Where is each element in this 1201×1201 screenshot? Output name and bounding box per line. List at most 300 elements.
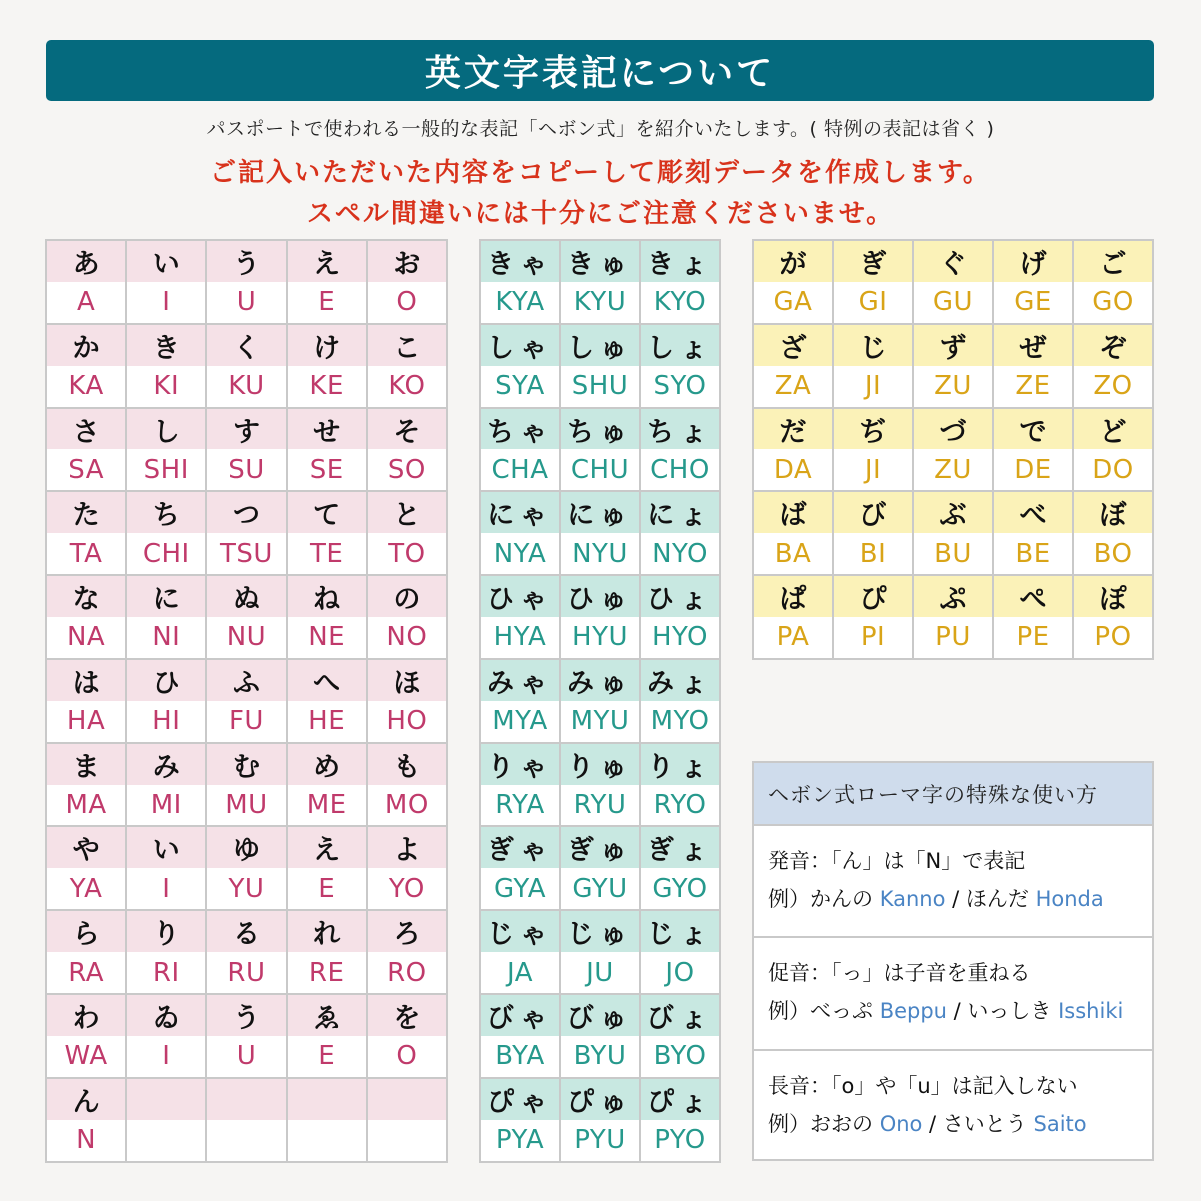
romaji-cell: SHI [126, 449, 206, 491]
kana-cell: も [367, 743, 447, 785]
romaji-cell [367, 1120, 447, 1162]
romaji-row [480, 952, 720, 994]
kana-cell: しゅ [560, 324, 640, 366]
kana-cell: りょ [640, 743, 720, 785]
example-romaji: Isshiki [1058, 999, 1124, 1024]
romaji-cell: HYA [480, 617, 560, 659]
romaji-cell: RA [46, 952, 126, 994]
kana-cell: ひゅ [560, 575, 640, 617]
romaji-cell: JI [833, 449, 913, 491]
romaji-cell: CHA [480, 449, 560, 491]
example-romaji: Ono [879, 1111, 923, 1136]
kana-cell: ぢ [833, 408, 913, 450]
romaji-cell: TE [287, 533, 367, 575]
romaji-row [753, 533, 1153, 575]
romaji-cell: NYU [560, 533, 640, 575]
kana-cell: べ [993, 491, 1073, 533]
kana-cell [367, 1078, 447, 1120]
romaji-cell: FU [206, 701, 286, 743]
romaji-row [46, 1036, 447, 1078]
kana-cell: げ [993, 240, 1073, 282]
romaji-cell: I [126, 1036, 206, 1078]
kana-row [46, 408, 447, 450]
kana-row [46, 743, 447, 785]
kana-row [480, 408, 720, 450]
kana-cell: け [287, 324, 367, 366]
kana-cell: ぎゅ [560, 826, 640, 868]
romaji-cell: PO [1073, 617, 1153, 659]
kana-cell: し [126, 408, 206, 450]
kana-cell: せ [287, 408, 367, 450]
romaji-cell: HE [287, 701, 367, 743]
kana-cell: ば [753, 491, 833, 533]
kana-cell: びょ [640, 994, 720, 1036]
example-romaji: Honda [1035, 887, 1104, 911]
kana-cell: にゃ [480, 491, 560, 533]
kana-cell: え [287, 240, 367, 282]
kana-cell: す [206, 408, 286, 450]
romaji-row [46, 868, 447, 910]
kana-row [480, 994, 720, 1036]
romaji-cell: YA [46, 868, 126, 910]
romaji-cell: CHU [560, 449, 640, 491]
romaji-cell: BA [753, 533, 833, 575]
kana-cell: か [46, 324, 126, 366]
kana-cell: に [126, 575, 206, 617]
romaji-cell: E [287, 868, 367, 910]
romaji-cell: KYO [640, 282, 720, 324]
kana-cell: りゃ [480, 743, 560, 785]
kana-cell: て [287, 491, 367, 533]
romaji-cell: I [126, 868, 206, 910]
romaji-cell: KYA [480, 282, 560, 324]
romaji-cell: RI [126, 952, 206, 994]
kana-cell: ち [126, 491, 206, 533]
rule-item-chouon [754, 1049, 1152, 1161]
kana-cell: ちゅ [560, 408, 640, 450]
kana-row [480, 324, 720, 366]
kana-row [480, 575, 720, 617]
kana-cell: を [367, 994, 447, 1036]
kana-cell: ほ [367, 659, 447, 701]
kana-cell: ぎゃ [480, 826, 560, 868]
example-kana: べっぷ [810, 999, 873, 1024]
rule-text: 長音：「o」や「u」は記入しない [768, 1073, 1078, 1098]
kana-cell: さ [46, 408, 126, 450]
kana-cell: ちゃ [480, 408, 560, 450]
romaji-cell: PU [913, 617, 993, 659]
kana-cell: しゃ [480, 324, 560, 366]
kana-cell: ね [287, 575, 367, 617]
kana-row [46, 910, 447, 952]
romaji-cell: BI [833, 533, 913, 575]
kana-cell: ゐ [126, 994, 206, 1036]
romaji-row [46, 282, 447, 324]
romaji-cell: RYU [560, 785, 640, 827]
romaji-cell: RE [287, 952, 367, 994]
romaji-cell: KE [287, 366, 367, 408]
romaji-cell: YU [206, 868, 286, 910]
romaji-cell: BE [993, 533, 1073, 575]
romaji-cell: RYA [480, 785, 560, 827]
example-separator: / [922, 1111, 943, 1136]
romaji-cell: PYO [640, 1120, 720, 1162]
romaji-row [480, 366, 720, 408]
kana-cell: みゃ [480, 659, 560, 701]
example-kana: いっしき [967, 999, 1052, 1024]
kana-cell: ぬ [206, 575, 286, 617]
romaji-cell: HYO [640, 617, 720, 659]
romaji-cell: BU [913, 533, 993, 575]
romaji-cell: JU [560, 952, 640, 994]
example-kana: さいとう [942, 1111, 1027, 1136]
romaji-row [480, 1036, 720, 1078]
romaji-cell: TSU [206, 533, 286, 575]
kana-cell: み [126, 743, 206, 785]
kana-cell: の [367, 575, 447, 617]
romaji-cell: SHU [560, 366, 640, 408]
romaji-cell: RU [206, 952, 286, 994]
kana-row [753, 324, 1153, 366]
kana-cell: こ [367, 324, 447, 366]
kana-cell: ゆ [206, 826, 286, 868]
kana-cell: ぎ [833, 240, 913, 282]
example-prefix: 例） [768, 887, 810, 911]
kana-cell: ぶ [913, 491, 993, 533]
romaji-cell: KYU [560, 282, 640, 324]
kana-cell: きょ [640, 240, 720, 282]
kana-row [480, 826, 720, 868]
romaji-cell: JA [480, 952, 560, 994]
kana-row [753, 575, 1153, 617]
romaji-cell [287, 1120, 367, 1162]
warning-line-1: ご記入いただいた内容をコピーして彫刻データを作成します。 [210, 158, 991, 188]
kana-cell: う [206, 994, 286, 1036]
romaji-row [46, 785, 447, 827]
kana-row [753, 408, 1153, 450]
kana-cell: ふ [206, 659, 286, 701]
romaji-cell: GA [753, 282, 833, 324]
kana-cell: が [753, 240, 833, 282]
romaji-cell: GU [913, 282, 993, 324]
romaji-row [480, 785, 720, 827]
kana-cell: き [126, 324, 206, 366]
romaji-cell: CHO [640, 449, 720, 491]
romaji-row [46, 533, 447, 575]
romaji-cell: ZU [913, 366, 993, 408]
rule-example [768, 1105, 1152, 1143]
romaji-cell: PYU [560, 1120, 640, 1162]
kana-row [753, 240, 1153, 282]
kana-cell: じょ [640, 910, 720, 952]
romaji-cell: HYU [560, 617, 640, 659]
seion-table [45, 239, 448, 1163]
romaji-cell: CHI [126, 533, 206, 575]
kana-cell: む [206, 743, 286, 785]
kana-cell [287, 1078, 367, 1120]
romaji-cell: HA [46, 701, 126, 743]
romaji-row [480, 533, 720, 575]
kana-cell: じゅ [560, 910, 640, 952]
romaji-cell: SA [46, 449, 126, 491]
romaji-row [480, 449, 720, 491]
romaji-row [753, 617, 1153, 659]
kana-row [46, 491, 447, 533]
example-prefix: 例） [768, 1111, 810, 1136]
kana-cell: ひょ [640, 575, 720, 617]
romaji-cell: U [206, 282, 286, 324]
kana-row [480, 743, 720, 785]
romaji-cell: DO [1073, 449, 1153, 491]
romaji-cell: MYA [480, 701, 560, 743]
example-kana: ほんだ [965, 887, 1029, 911]
kana-cell: れ [287, 910, 367, 952]
romaji-cell: BYA [480, 1036, 560, 1078]
romaji-cell: HO [367, 701, 447, 743]
romaji-row [46, 952, 447, 994]
kana-cell: にゅ [560, 491, 640, 533]
kana-cell: きゅ [560, 240, 640, 282]
romaji-cell: YO [367, 868, 447, 910]
example-kana: おおの [810, 1111, 873, 1136]
kana-cell: で [993, 408, 1073, 450]
romaji-cell: SYA [480, 366, 560, 408]
romaji-cell: MYU [560, 701, 640, 743]
romaji-cell: O [367, 1036, 447, 1078]
kana-cell: じゃ [480, 910, 560, 952]
romaji-row [46, 1120, 447, 1162]
info-box-title: ヘボン式ローマ字の特殊な使い方 [754, 763, 1152, 824]
romaji-cell: DE [993, 449, 1073, 491]
romaji-cell: ME [287, 785, 367, 827]
kana-cell: は [46, 659, 126, 701]
romaji-cell: NE [287, 617, 367, 659]
kana-cell: しょ [640, 324, 720, 366]
kana-cell: ぴ [833, 575, 913, 617]
kana-cell: ぜ [993, 324, 1073, 366]
kana-cell: そ [367, 408, 447, 450]
kana-cell: と [367, 491, 447, 533]
romaji-cell: KA [46, 366, 126, 408]
dakuon-table [752, 239, 1154, 660]
romaji-cell: GYU [560, 868, 640, 910]
kana-cell: ぎょ [640, 826, 720, 868]
kana-cell: ぽ [1073, 575, 1153, 617]
romaji-row [480, 617, 720, 659]
romaji-cell: O [367, 282, 447, 324]
romaji-row [753, 449, 1153, 491]
rule-example [768, 880, 1152, 918]
kana-cell: な [46, 575, 126, 617]
romaji-cell: KU [206, 366, 286, 408]
romaji-cell: MYO [640, 701, 720, 743]
kana-cell: ひゃ [480, 575, 560, 617]
kana-row [753, 491, 1153, 533]
kana-row [480, 910, 720, 952]
kana-cell: ぷ [913, 575, 993, 617]
romaji-cell: MI [126, 785, 206, 827]
romaji-cell: NYO [640, 533, 720, 575]
example-romaji: Kanno [879, 887, 946, 911]
page-title-bar [46, 40, 1154, 101]
romaji-cell: E [287, 282, 367, 324]
kana-cell: る [206, 910, 286, 952]
romaji-row [46, 617, 447, 659]
romaji-cell: ZO [1073, 366, 1153, 408]
rule-text: 促音：「っ」は子音を重ねる [768, 961, 1031, 986]
kana-row [480, 240, 720, 282]
kana-cell: ぱ [753, 575, 833, 617]
romaji-cell: MU [206, 785, 286, 827]
kana-cell: ご [1073, 240, 1153, 282]
romaji-cell: MO [367, 785, 447, 827]
romaji-cell: N [46, 1120, 126, 1162]
romaji-cell: SYO [640, 366, 720, 408]
kana-cell: ず [913, 324, 993, 366]
kana-cell: り [126, 910, 206, 952]
kana-cell: ぺ [993, 575, 1073, 617]
kana-cell: よ [367, 826, 447, 868]
kana-cell: ぴゅ [560, 1078, 640, 1120]
romaji-cell: PE [993, 617, 1073, 659]
kana-row [46, 659, 447, 701]
romaji-cell: TO [367, 533, 447, 575]
kana-cell: ら [46, 910, 126, 952]
romaji-cell: RYO [640, 785, 720, 827]
kana-cell: あ [46, 240, 126, 282]
romaji-cell: SE [287, 449, 367, 491]
kana-cell: ろ [367, 910, 447, 952]
romaji-cell: NU [206, 617, 286, 659]
kana-cell: び [833, 491, 913, 533]
example-prefix: 例） [768, 999, 810, 1024]
kana-cell: だ [753, 408, 833, 450]
kana-cell: きゃ [480, 240, 560, 282]
romaji-cell: MA [46, 785, 126, 827]
rule-item-sokuon [754, 936, 1152, 1048]
kana-cell: え [287, 826, 367, 868]
rule-text: 発音：「ん」は「N」で表記 [768, 849, 1026, 873]
kana-row [46, 994, 447, 1036]
romaji-cell: JO [640, 952, 720, 994]
romaji-cell: NYA [480, 533, 560, 575]
subtitle: パスポートで使われる一般的な表記「ヘボン式」を紹介いたします。( 特例の表記は省く ) [206, 118, 995, 140]
romaji-cell: KI [126, 366, 206, 408]
kana-cell: わ [46, 994, 126, 1036]
kana-cell: う [206, 240, 286, 282]
romaji-cell: SU [206, 449, 286, 491]
romaji-cell: SO [367, 449, 447, 491]
romaji-cell: RO [367, 952, 447, 994]
romaji-cell: A [46, 282, 126, 324]
kana-cell: お [367, 240, 447, 282]
kana-cell: ぞ [1073, 324, 1153, 366]
romaji-row [753, 282, 1153, 324]
kana-cell [126, 1078, 206, 1120]
example-romaji: Beppu [879, 999, 947, 1024]
romaji-row [46, 366, 447, 408]
kana-cell: め [287, 743, 367, 785]
kana-cell: ぼ [1073, 491, 1153, 533]
kana-cell: や [46, 826, 126, 868]
romaji-cell: PYA [480, 1120, 560, 1162]
example-separator: / [946, 999, 968, 1024]
rule-item-hatsuon [754, 824, 1152, 936]
romaji-cell: GYO [640, 868, 720, 910]
kana-cell: りゅ [560, 743, 640, 785]
romaji-cell: HI [126, 701, 206, 743]
page-title: 英文字表記について [424, 53, 776, 94]
kana-row [46, 826, 447, 868]
yoon-table [479, 239, 721, 1163]
romaji-cell: WA [46, 1036, 126, 1078]
kana-cell: た [46, 491, 126, 533]
kana-cell: ど [1073, 408, 1153, 450]
rule-example [768, 992, 1152, 1030]
romaji-cell: BYU [560, 1036, 640, 1078]
kana-row [480, 1078, 720, 1120]
kana-row [480, 659, 720, 701]
kana-cell: く [206, 324, 286, 366]
kana-row [480, 491, 720, 533]
kana-row [46, 575, 447, 617]
romaji-cell: KO [367, 366, 447, 408]
romaji-cell: BO [1073, 533, 1153, 575]
romaji-cell [206, 1120, 286, 1162]
romaji-cell: I [126, 282, 206, 324]
romaji-cell: BYO [640, 1036, 720, 1078]
kana-cell: へ [287, 659, 367, 701]
romaji-cell: GYA [480, 868, 560, 910]
romaji-cell: GE [993, 282, 1073, 324]
romaji-row [480, 701, 720, 743]
kana-cell: ざ [753, 324, 833, 366]
romaji-cell: TA [46, 533, 126, 575]
romaji-row [480, 282, 720, 324]
romaji-cell: U [206, 1036, 286, 1078]
kana-cell: みゅ [560, 659, 640, 701]
kana-cell: ん [46, 1078, 126, 1120]
kana-cell: にょ [640, 491, 720, 533]
kana-cell: ぐ [913, 240, 993, 282]
kana-row [46, 240, 447, 282]
romaji-cell: ZU [913, 449, 993, 491]
kana-cell: みょ [640, 659, 720, 701]
kana-row [46, 324, 447, 366]
hepburn-special-rules-box [752, 761, 1154, 1161]
romaji-row [480, 1120, 720, 1162]
romaji-row [46, 449, 447, 491]
romaji-cell: GO [1073, 282, 1153, 324]
kana-cell [206, 1078, 286, 1120]
romaji-cell: PA [753, 617, 833, 659]
romaji-cell: NO [367, 617, 447, 659]
romaji-cell: JI [833, 366, 913, 408]
kana-cell: じ [833, 324, 913, 366]
kana-cell: ひ [126, 659, 206, 701]
kana-cell: びゃ [480, 994, 560, 1036]
kana-cell: ゑ [287, 994, 367, 1036]
romaji-row [753, 366, 1153, 408]
kana-cell: ちょ [640, 408, 720, 450]
kana-cell: びゅ [560, 994, 640, 1036]
kana-cell: い [126, 826, 206, 868]
romaji-cell: DA [753, 449, 833, 491]
romaji-cell: ZE [993, 366, 1073, 408]
romaji-cell: ZA [753, 366, 833, 408]
example-separator: / [945, 887, 966, 911]
example-kana: かんの [810, 887, 873, 911]
